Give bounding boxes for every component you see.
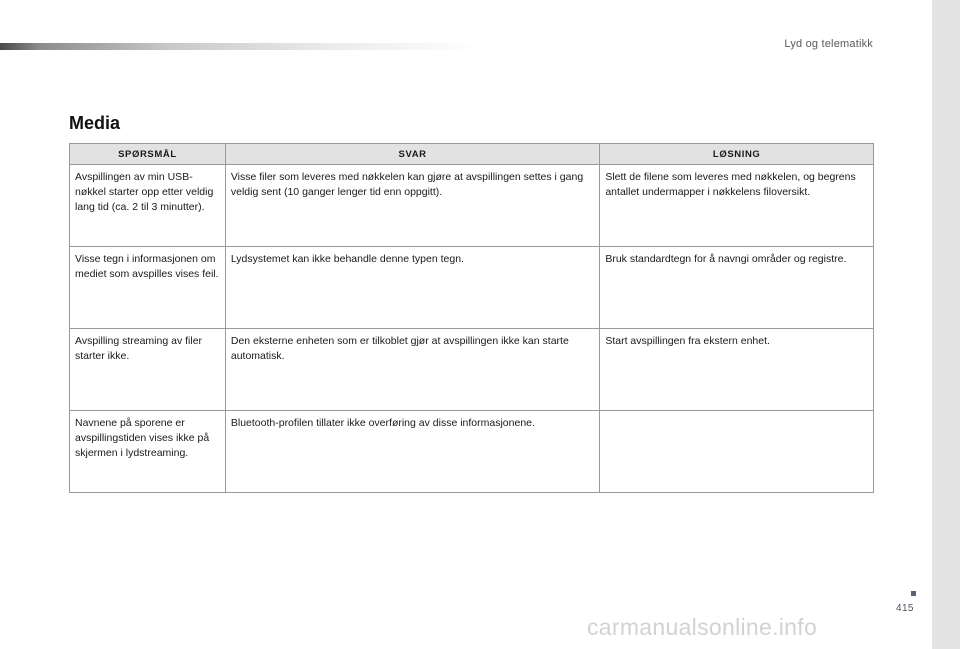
table-row <box>70 411 874 493</box>
column-header-answer: SVAR <box>225 144 599 165</box>
answer-cell: Lydsystemet kan ikke behandle denne typen tegn. <box>225 247 599 329</box>
column-header-solution: LØSNING <box>600 144 874 165</box>
watermark: carmanualsonline.info <box>587 614 818 640</box>
answer-cell: Den eksterne enheten som er tilkoblet gjør at avspillingen ikke kan starte automatisk. <box>225 329 599 411</box>
solution-cell: Slett de filene som leveres med nøkkelen, og begrens antallet undermapper i nøkkelens filoversikt. <box>600 165 874 247</box>
faq-table <box>69 143 874 493</box>
solution-cell <box>600 411 874 493</box>
question-cell: Avspilling streaming av filer starter ikke. <box>70 329 226 411</box>
page-marker <box>911 591 916 596</box>
table-row <box>70 165 874 247</box>
page-heading: Media <box>69 113 121 133</box>
header-gradient-bar <box>0 43 480 50</box>
solution-cell: Bruk standardtegn for å navngi områder og registre. <box>600 247 874 329</box>
question-cell: Navnene på sporene er avspillingstiden vises ikke på skjermen i lydstreaming. <box>70 411 226 493</box>
solution-cell: Start avspillingen fra ekstern enhet. <box>600 329 874 411</box>
page-number: 415 <box>896 603 914 614</box>
table-row <box>70 247 874 329</box>
section-title: Lyd og telematikk <box>784 38 873 50</box>
table-row <box>70 329 874 411</box>
column-header-question: SPØRSMÅL <box>70 144 226 165</box>
question-cell: Visse tegn i informasjonen om mediet som avspilles vises feil. <box>70 247 226 329</box>
side-strip <box>932 0 960 649</box>
table-header-row <box>70 144 874 165</box>
answer-cell: Visse filer som leveres med nøkkelen kan gjøre at avspillingen settes i gang veldig sent (10 ganger lenger tid enn oppgitt). <box>225 165 599 247</box>
question-cell: Avspillingen av min USB-nøkkel starter opp etter veldig lang tid (ca. 2 til 3 minutter). <box>70 165 226 247</box>
answer-cell: Bluetooth-profilen tillater ikke overføring av disse informasjonene. <box>225 411 599 493</box>
